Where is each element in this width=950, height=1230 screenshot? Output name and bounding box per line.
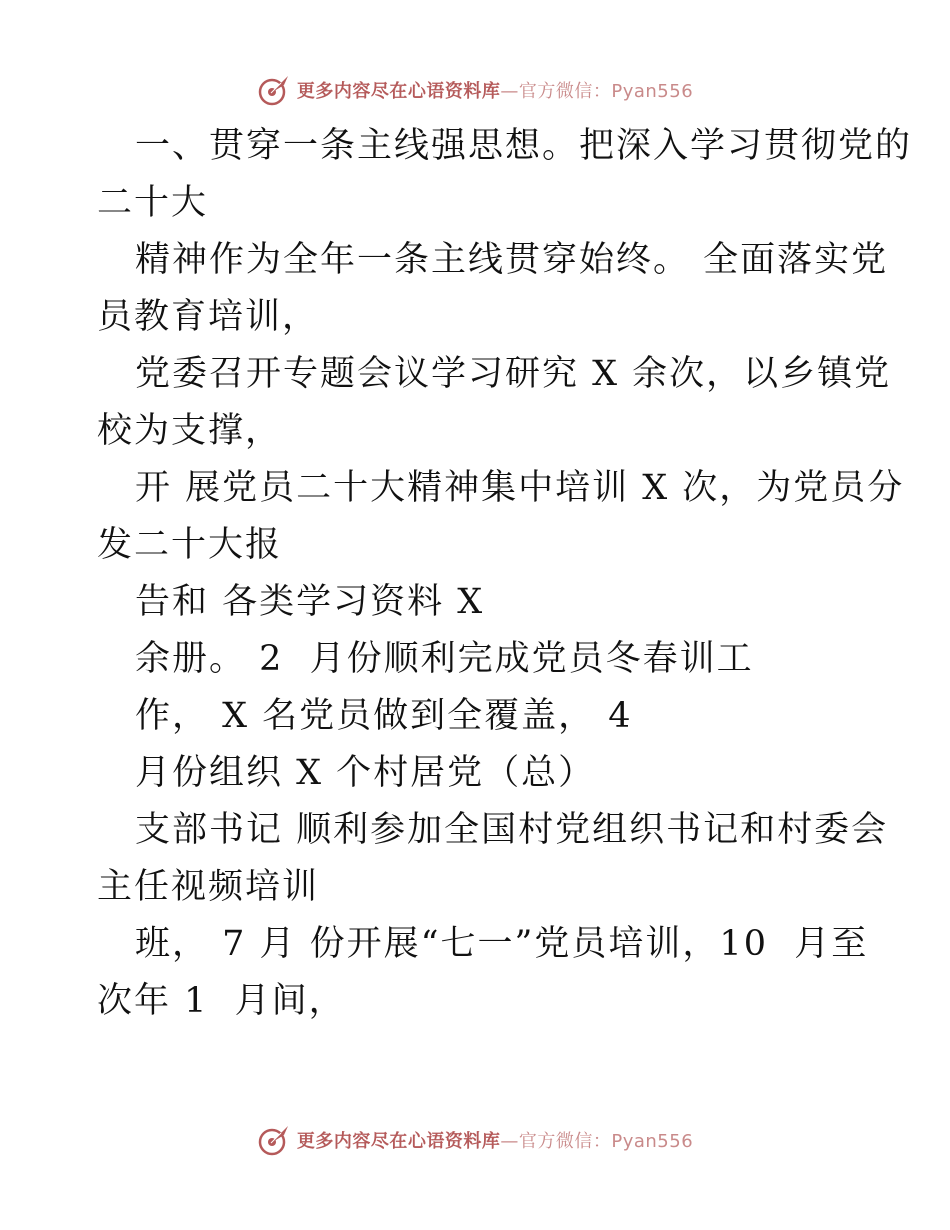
paragraph-line: 余册。 2 月份顺利完成党员冬春训工 <box>135 639 754 679</box>
paragraph-line: 员教育培训， <box>97 297 320 337</box>
paragraph-line: 党委召开专题会议学习研究 X 余次，以乡镇党 <box>135 354 892 394</box>
quill-logo-icon <box>257 73 291 107</box>
watermark-text: 更多内容尽在心语资料库—官方微信：Pyan556 <box>296 1131 694 1152</box>
paragraph-line: 主任视频培训 <box>97 867 320 907</box>
paragraph-line: 发二十大报 <box>97 525 283 565</box>
paragraph-line: 二十大 <box>97 183 209 223</box>
paragraph-line: 月份组织 X 个村居党（总） <box>135 753 596 793</box>
paragraph-line: 开 展党员二十大精神集中培训 X 次，为党员分 <box>135 468 905 508</box>
paragraph-line: 作， X 名党员做到全覆盖， 4 <box>135 696 633 736</box>
watermark-text: 更多内容尽在心语资料库—官方微信：Pyan556 <box>296 81 694 102</box>
document-body <box>97 118 913 1030</box>
quill-logo-icon <box>257 1123 291 1157</box>
paragraph-line: 校为支撑， <box>97 411 283 451</box>
paragraph-line: 告和 各类学习资料 X <box>135 582 485 622</box>
paragraph-line: 一、贯穿一条主线强思想。把深入学习贯彻党的 <box>135 126 913 166</box>
footer-watermark <box>0 1120 950 1160</box>
paragraph-line: 次年 1 月间， <box>97 981 346 1021</box>
header-watermark <box>0 70 950 110</box>
paragraph-line: 精神作为全年一条主线贯穿始终。 全面落实党 <box>135 240 889 280</box>
paragraph-line: 支部书记 顺利参加全国村党组织书记和村委会 <box>135 810 889 850</box>
paragraph-line: 班， 7 月 份开展“七一”党员培训，10 月至 <box>135 924 869 964</box>
